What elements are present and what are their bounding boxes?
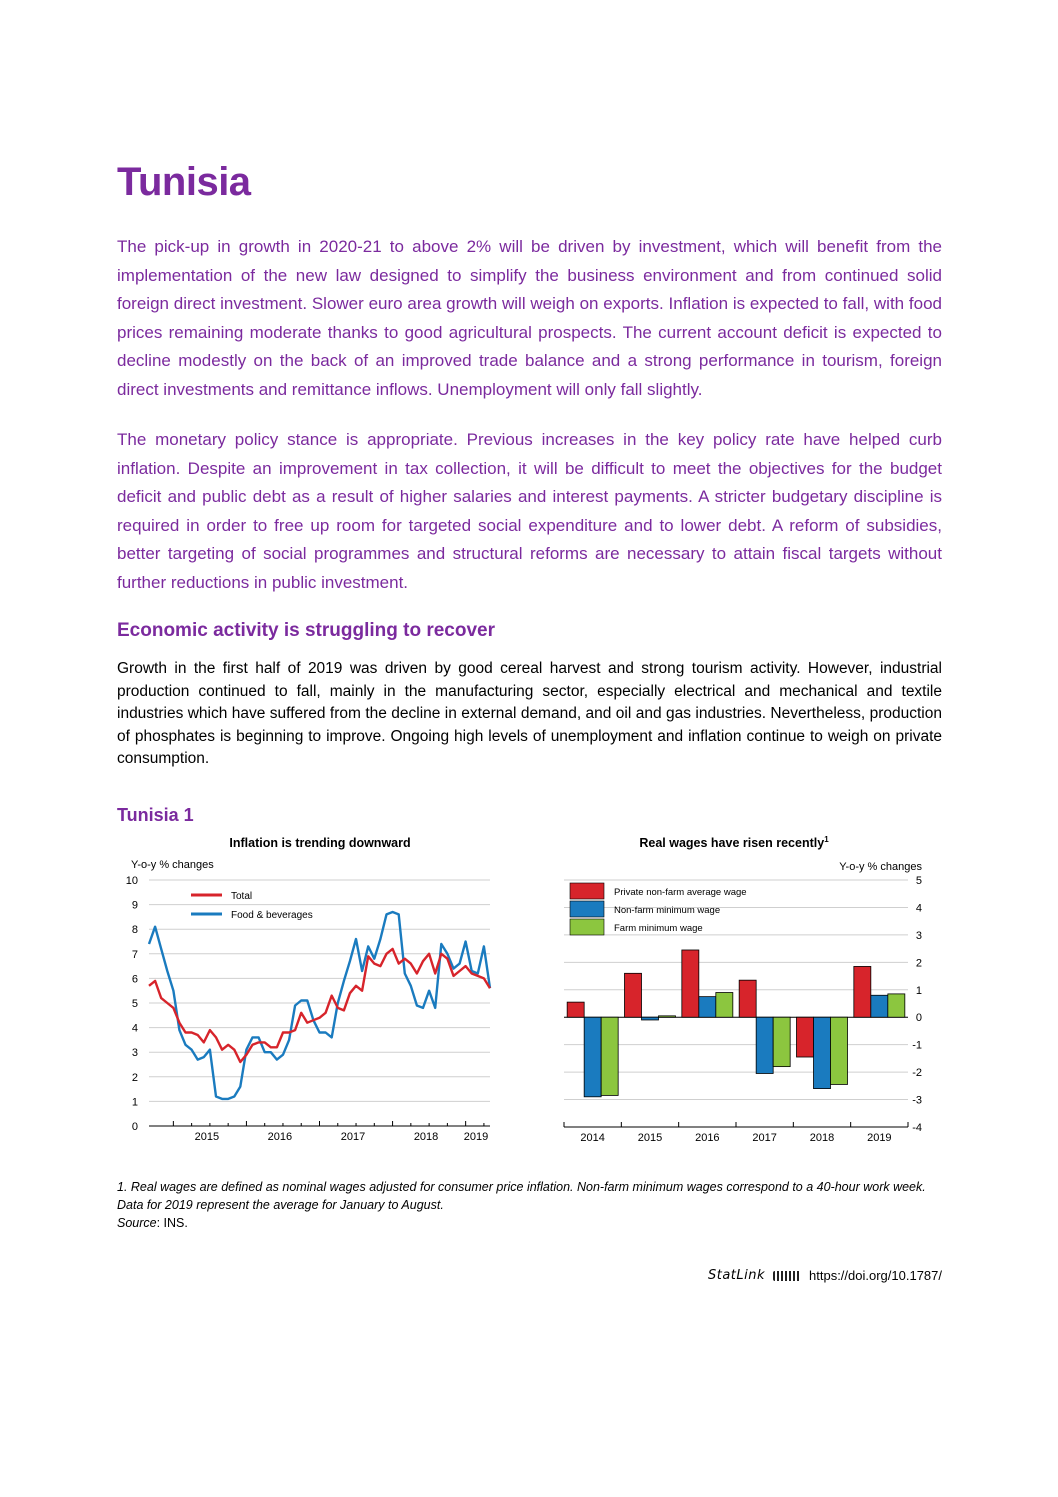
bars bbox=[567, 950, 905, 1097]
x-tick-label: 2017 bbox=[752, 1132, 777, 1144]
real-wages-bar-chart bbox=[556, 832, 940, 1144]
y-tick-label: -1 bbox=[912, 1039, 922, 1052]
bar bbox=[854, 966, 871, 1017]
x-axis bbox=[149, 1121, 490, 1143]
bar bbox=[567, 1002, 584, 1017]
statlink-logo: StatLink bbox=[707, 1268, 766, 1283]
x-tick-label: 2018 bbox=[413, 1131, 439, 1143]
y-tick-label: 1 bbox=[915, 984, 922, 997]
y-axis-label: Y-o-y % changes bbox=[131, 859, 214, 871]
chart-title: Real wages have risen recently$^1$ bbox=[639, 835, 829, 850]
x-tick-label: 2019 bbox=[463, 1131, 489, 1143]
x-tick-label: 2015 bbox=[637, 1132, 663, 1144]
bar bbox=[642, 1017, 659, 1020]
bar bbox=[659, 1016, 676, 1017]
bar bbox=[888, 994, 905, 1017]
legend-label: Farm minimum wage bbox=[614, 923, 703, 934]
x-tick-label: 2018 bbox=[809, 1132, 835, 1144]
y-tick-label: 8 bbox=[131, 924, 138, 937]
section-body: Growth in the first half of 2019 was driven by good cereal harvest and strong tourism activity. However, industrial production continued to fall, mainly in the manufacturing sector, especially electrical and mechanical and textile industries which have suffered from the decline in external demand, and oil and gas industries. Nevertheless, production of phosphates is beginning to improve. Ongoing high levels of unemployment and inflation continue to weigh on private consumption. bbox=[117, 660, 942, 767]
y-tick-label: -3 bbox=[912, 1094, 922, 1107]
bar bbox=[699, 997, 716, 1018]
legend-label: Food & beverages bbox=[231, 910, 313, 921]
x-tick-label: 2015 bbox=[194, 1131, 220, 1143]
bar bbox=[814, 1017, 831, 1088]
y-tick-label: 5 bbox=[915, 875, 922, 887]
y-tick-label: 4 bbox=[915, 902, 922, 915]
x-tick-label: 2019 bbox=[867, 1132, 892, 1144]
bar bbox=[756, 1017, 773, 1073]
bar bbox=[739, 980, 756, 1017]
y-tick-label: 7 bbox=[131, 948, 138, 961]
lead-paragraph-2: The monetary policy stance is appropriate. Previous increases in the key policy rate have helped curb inflation. Despite an improvement in tax collection, it will be difficult to meet the objectives for the budget deficit and public debt as a result of higher salaries and interest payments. A stricter budgetary discipline is required in order to free up room for targeted social expenditure and to lower debt. A reform of subsidies, better targeting of social programmes and structural reforms are necessary to attain fiscal targets without further reductions in public investment. bbox=[117, 430, 942, 592]
bar bbox=[871, 995, 888, 1017]
lead-paragraph-1: The pick-up in growth in 2020-21 to above 2% will be driven by investment, which will benefit from the implementation of the new law designed to simplify the business environment and from continued solid foreign direct investment. Slower euro area growth will weigh on exports. Inflation is expected to fall, with food prices remaining moderate thanks to good agricultural prospects. The current account deficit is expected to decline modestly on the back of an improved trade balance and a strong performance in tourism, foreign direct investments and remittance inflows. Unemployment will only fall slightly. bbox=[117, 237, 942, 399]
bar bbox=[601, 1017, 618, 1095]
bar bbox=[831, 1017, 848, 1084]
y-tick-label: 1 bbox=[131, 1096, 138, 1109]
inflation-line-chart bbox=[116, 832, 498, 1144]
legend-swatch bbox=[570, 919, 604, 935]
source-line bbox=[117, 1214, 942, 1232]
x-tick-label: 2014 bbox=[580, 1132, 605, 1144]
y-tick-label: 9 bbox=[131, 899, 138, 912]
bar bbox=[584, 1017, 601, 1097]
section-heading: Economic activity is struggling to recover bbox=[117, 620, 495, 641]
y-tick-labels bbox=[912, 875, 922, 1134]
y-tick-label: 10 bbox=[125, 875, 138, 887]
source-text: : INS. bbox=[156, 1216, 188, 1230]
y-tick-label: 6 bbox=[131, 973, 138, 986]
x-tick-label: 2016 bbox=[695, 1132, 720, 1144]
y-tick-label: 2 bbox=[915, 957, 922, 970]
y-tick-label: 0 bbox=[131, 1121, 138, 1133]
chart-title: Inflation is trending downward bbox=[229, 836, 411, 850]
bar bbox=[716, 993, 733, 1018]
legend bbox=[570, 883, 747, 935]
figure-notes bbox=[117, 1178, 942, 1232]
y-tick-label: 4 bbox=[131, 1022, 138, 1035]
legend-label: Total bbox=[231, 891, 253, 902]
series-lines bbox=[149, 912, 490, 1099]
statlink-url[interactable]: https://doi.org/10.1787/ bbox=[809, 1268, 942, 1283]
y-tick-labels bbox=[126, 875, 138, 1133]
statlink-icon bbox=[773, 1271, 801, 1281]
source-label: Source bbox=[117, 1216, 157, 1230]
bar bbox=[625, 973, 642, 1017]
footnote: 1. Real wages are defined as nominal wages adjusted for consumer price inflation. Non-farm minimum wages correspond to a 40-hour work week. Data for 2019 represent the average for January to August. bbox=[117, 1180, 926, 1212]
series-line-food-beverages bbox=[149, 912, 490, 1099]
legend-swatch bbox=[570, 901, 604, 917]
statlink[interactable] bbox=[708, 1268, 942, 1283]
y-tick-label: -4 bbox=[912, 1122, 922, 1134]
figure-title: Tunisia 1 bbox=[117, 805, 194, 825]
legend-swatch bbox=[570, 883, 604, 899]
legend-label: Private non-farm average wage bbox=[614, 887, 747, 898]
bar bbox=[773, 1017, 790, 1066]
y-tick-label: 0 bbox=[915, 1012, 922, 1025]
y-tick-label: 5 bbox=[131, 998, 138, 1010]
bar bbox=[682, 950, 699, 1017]
bar bbox=[797, 1017, 814, 1057]
title-superscript: 1 bbox=[824, 835, 829, 844]
x-axis bbox=[564, 1122, 908, 1144]
y-tick-label: 3 bbox=[915, 929, 922, 942]
y-tick-label: 2 bbox=[131, 1071, 138, 1084]
y-tick-label: 3 bbox=[131, 1047, 138, 1060]
x-tick-label: 2016 bbox=[267, 1131, 293, 1143]
y-tick-label: -2 bbox=[912, 1067, 922, 1080]
legend bbox=[191, 891, 313, 921]
x-tick-label: 2017 bbox=[340, 1131, 366, 1143]
legend-label: Non-farm minimum wage bbox=[614, 905, 721, 916]
page-title: Tunisia bbox=[117, 160, 251, 204]
y-axis-label: Y-o-y % changes bbox=[839, 861, 922, 873]
